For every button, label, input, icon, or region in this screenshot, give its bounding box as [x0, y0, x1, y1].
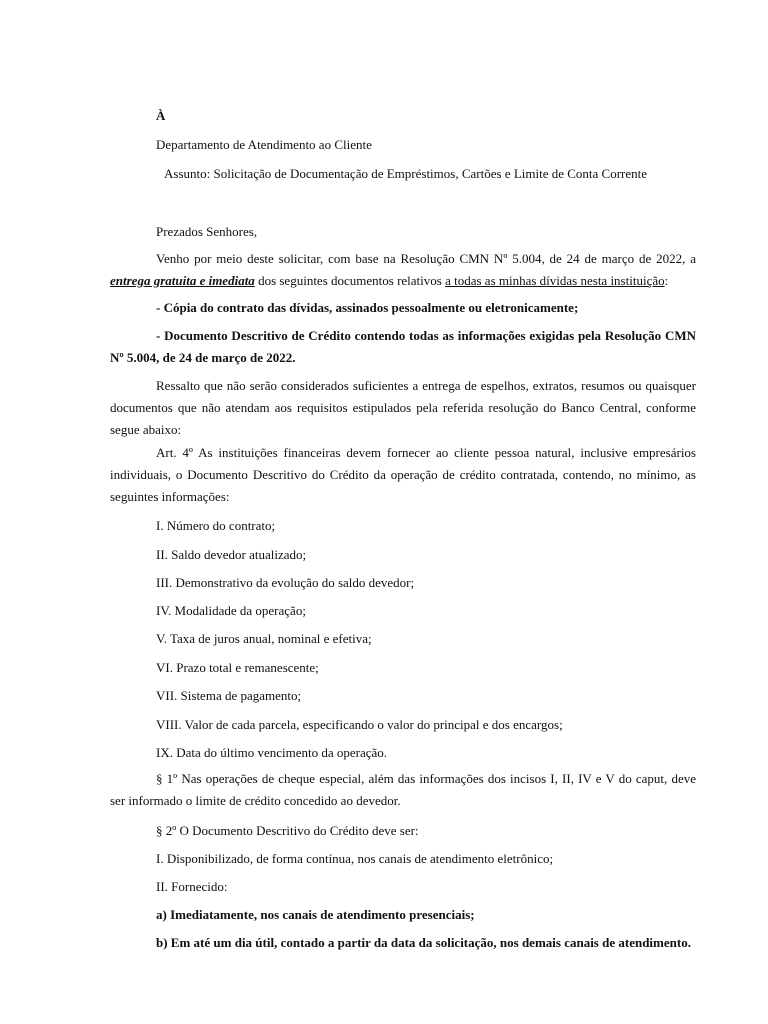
list-item: VII. Sistema de pagamento; — [156, 688, 302, 703]
list-item: III. Demonstrativo da evolução do saldo devedor; — [156, 575, 415, 590]
requested-doc-contract: - Cópia do contrato das dívidas, assinados pessoalmente ou eletronicamente; — [156, 300, 579, 315]
request-text-2: dos seguintes documentos relativos — [254, 273, 446, 288]
list-item: V. Taxa de juros anual, nominal e efetiva; — [156, 631, 372, 646]
request-paragraph — [110, 248, 696, 292]
subject-line: Assunto: Solicitação de Documentação de Empréstimos, Cartões e Limite de Conta Corrente — [164, 166, 648, 181]
paragraph-1: § 1º Nas operações de cheque especial, além das informações dos incisos I, II, IV e V do caput, deve ser informado o limite de crédito concedido ao devedor. — [110, 771, 696, 808]
list-item-bold: a) Imediatamente, nos canais de atendimento presenciais; — [156, 907, 475, 922]
list-item: VIII. Valor de cada parcela, especificando o valor do principal e dos encargos; — [156, 717, 563, 732]
list-item: II. Fornecido: — [156, 879, 228, 894]
request-emphasis: entrega gratuita e imediata — [110, 273, 255, 288]
list-item: I. Disponibilizado, de forma contínua, nos canais de atendimento eletrônico; — [156, 851, 554, 866]
greeting: Prezados Senhores, — [156, 224, 258, 239]
request-underlined: a todas as minhas dívidas nesta instituição — [445, 273, 665, 288]
paragraph-2: § 2º O Documento Descritivo do Crédito deve ser: — [156, 823, 419, 838]
list-item-bold: b) Em até um dia útil, contado a partir da data da solicitação, nos demais canais de atendimento. — [156, 935, 691, 950]
list-item: I. Número do contrato; — [156, 518, 276, 533]
requested-doc-descriptive: - Documento Descritivo de Crédito contendo todas as informações exigidas pela Resolução CMN Nº 5.004, de 24 de março de 2022. — [110, 328, 696, 365]
list-item: IV. Modalidade da operação; — [156, 603, 306, 618]
request-text-3: : — [664, 273, 669, 288]
recipient: Departamento de Atendimento ao Cliente — [156, 137, 372, 152]
article-4: Art. 4º As instituições financeiras devem fornecer ao cliente pessoa natural, inclusive empresários individuais, o Documento Descritivo do Crédito da operação de crédito contratada, contendo, no mínimo, as seguintes informações: — [110, 445, 696, 504]
request-text-1: Venho por meio deste solicitar, com base na Resolução CMN Nº 5.004, de 24 de março de 2022, a — [156, 251, 696, 266]
list-item: II. Saldo devedor atualizado; — [156, 547, 307, 562]
list-item: VI. Prazo total e remanescente; — [156, 660, 319, 675]
salutation-to: À — [156, 108, 166, 123]
remark-paragraph: Ressalto que não serão considerados suficientes a entrega de espelhos, extratos, resumos ou quaisquer documentos que não atendam aos requisitos estipulados pela referida resolução do Banco Central, conforme segue abaixo: — [110, 378, 696, 437]
list-item: IX. Data do último vencimento da operação. — [156, 745, 388, 760]
